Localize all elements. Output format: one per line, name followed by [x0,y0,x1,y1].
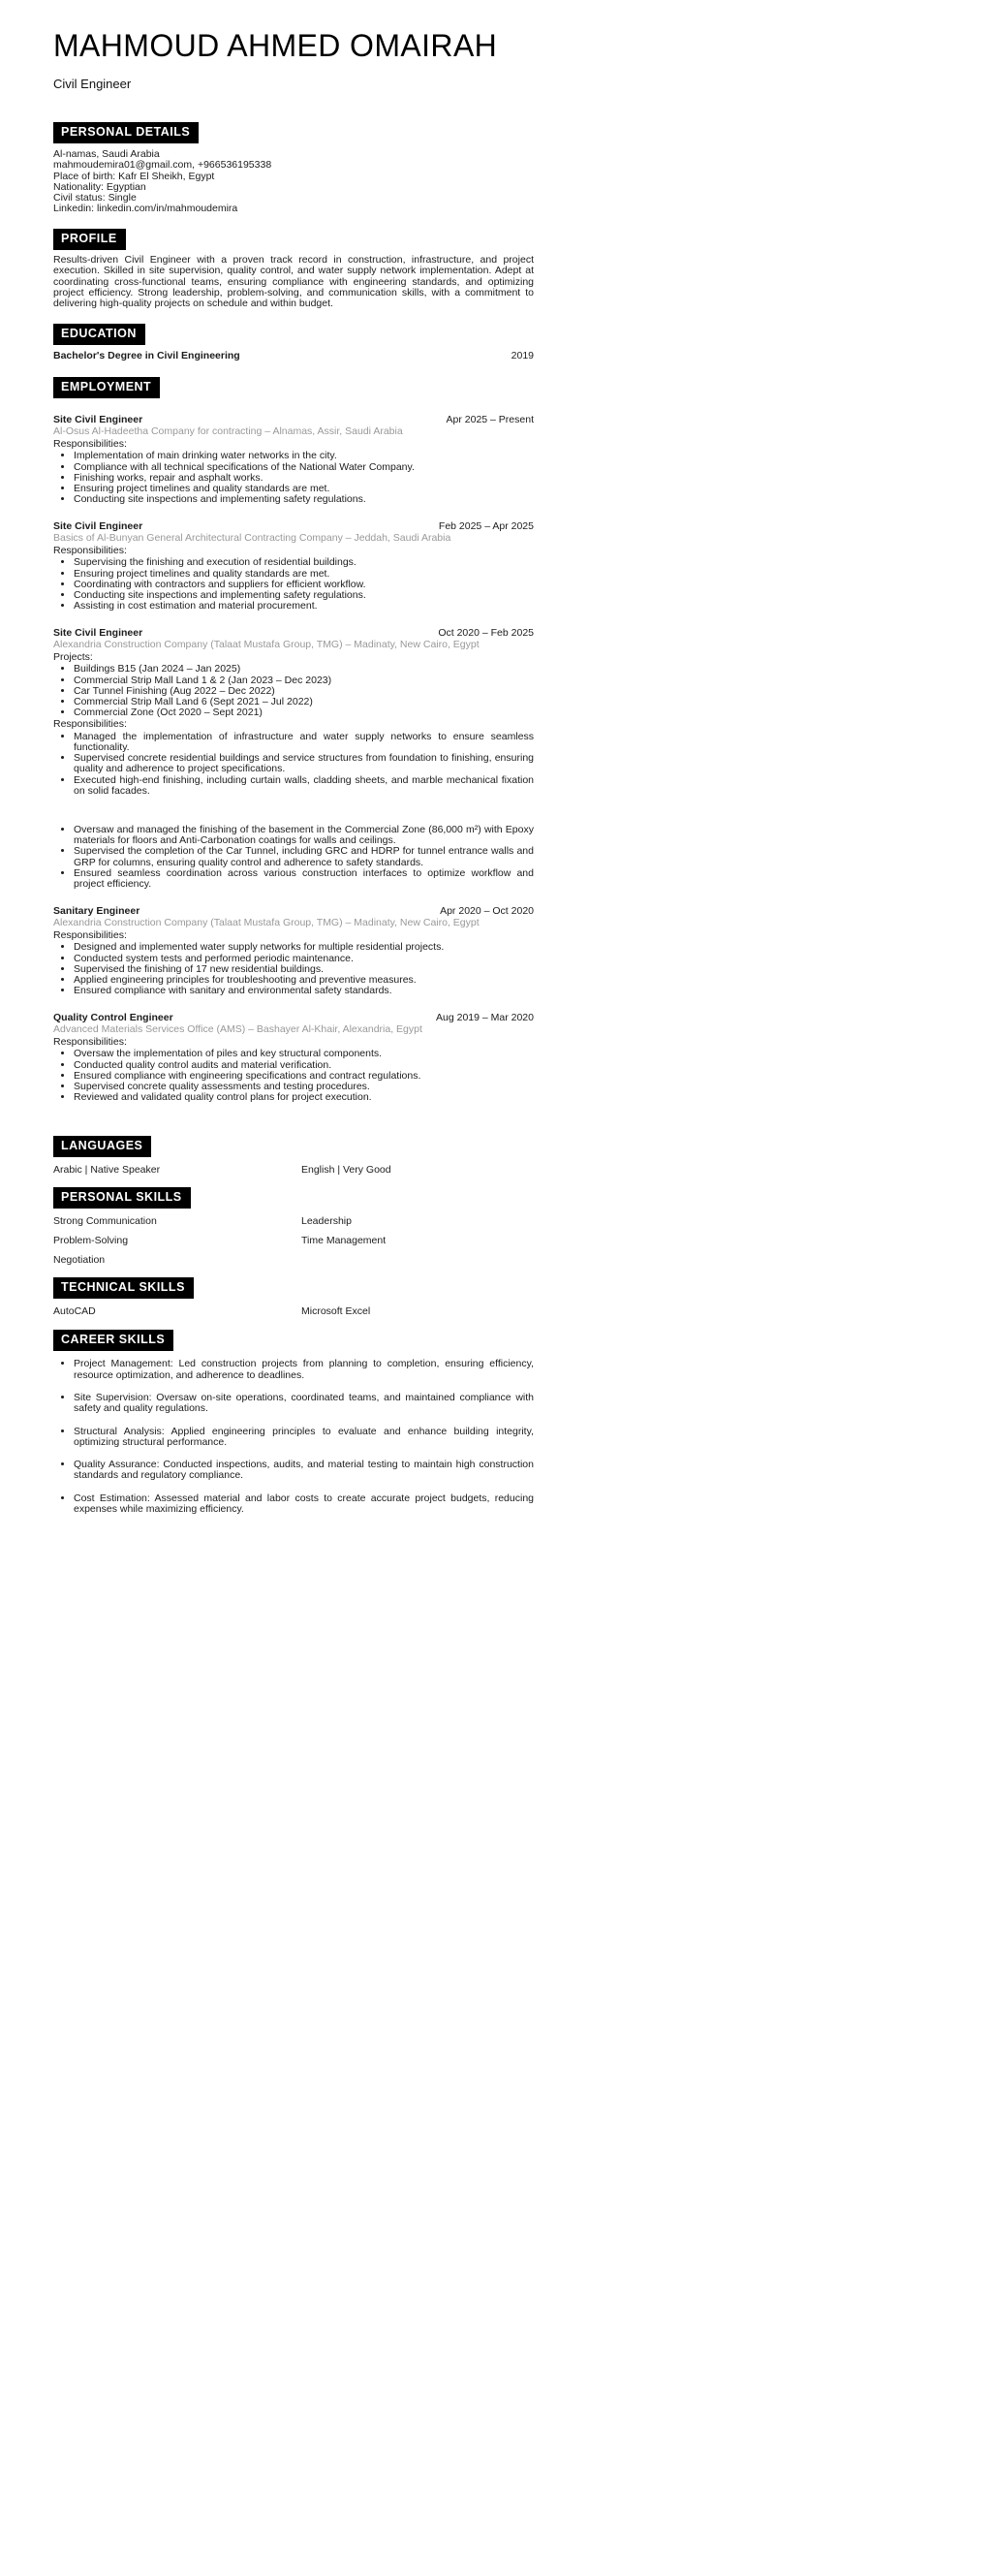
career-skills-list [53,1359,534,1515]
responsibility-item: • Ensured compliance with engineering specifications and contract regulations. [74,1071,534,1082]
job-dates: Aug 2019 – Mar 2020 [436,1012,534,1024]
languages-section [53,1136,534,1176]
technical-skills-list [53,1306,534,1317]
responsibility-item: • Implementation of main drinking water networks in the city. [74,451,534,461]
responsibilities-list [53,451,534,505]
personal-skill-item: Time Management [301,1235,387,1247]
job-dates: Feb 2025 – Apr 2025 [438,520,534,533]
project-item: • Commercial Strip Mall Land 1 & 2 (Jan 2023 – Dec 2023) [74,675,534,686]
job-entry [53,627,534,890]
personal-detail-line: mahmoudemira01@gmail.com, +966536195338 [53,159,272,172]
responsibility-item: • Conducted quality control audits and material verification. [74,1060,534,1071]
job-title: Site Civil Engineer [53,414,143,426]
project-item: • Commercial Strip Mall Land 6 (Sept 2021 – Jul 2022) [74,697,534,707]
technical-skill-item: Microsoft Excel [301,1305,371,1318]
personal-skill-item: Leadership [301,1215,352,1228]
candidate-job-title: Civil Engineer [53,77,132,91]
responsibility-item: • Supervised concrete residential buildings and service structures from foundation to finishing, ensuring quality and adherence to project specifications. [74,753,534,774]
responsibility-item: • Designed and implemented water supply networks for multiple residential projects. [74,942,534,953]
project-item: • Car Tunnel Finishing (Aug 2022 – Dec 2022) [74,686,534,697]
job-title: Sanitary Engineer [53,905,140,918]
job-entry [53,520,534,612]
job-entry [53,414,534,505]
career-skills-section [53,1330,534,1515]
projects-list [53,664,534,718]
technical-skill-item: AutoCAD [53,1305,96,1318]
career-skill-item: • Site Supervision: Oversaw on-site operations, coordinated teams, and maintained compliance with safety and quality regulations. [74,1393,534,1415]
job-entry [53,905,534,996]
responsibility-item: • Executed high-end finishing, including curtain walls, cladding sheets, and marble mechanical fixation on solid facades. [74,775,534,797]
responsibility-item: • Coordinating with contractors and suppliers for efficient workflow. [74,580,534,590]
education-section [53,324,534,362]
resume-content [53,0,534,1515]
job-entry [53,1012,534,1103]
job-title: Site Civil Engineer [53,627,143,640]
job-company: Basics of Al-Bunyan General Architectural Contracting Company – Jeddah, Saudi Arabia [53,532,451,545]
responsibility-item: • Supervising the finishing and execution of residential buildings. [74,557,534,568]
responsibilities-list [53,942,534,996]
responsibilities-label: Responsibilities: [53,544,127,556]
project-item: • Commercial Zone (Oct 2020 – Sept 2021) [74,707,534,718]
personal-details-list [53,149,534,215]
responsibility-item: • Supervised the completion of the Car Tunnel, including GRC and HDRP for tunnel entrance walls and GRP for columns, ensuring quality control and adherence to safety standards. [74,846,534,867]
personal-skills-list [53,1216,534,1266]
responsibility-item: • Reviewed and validated quality control plans for project execution. [74,1092,534,1103]
personal-details-heading: PERSONAL DETAILS [53,122,199,143]
responsibility-item: • Oversaw and managed the finishing of the basement in the Commercial Zone (86,000 m²) with Epoxy materials for floors and Anti-Carbonation coatings for walls and ceilings. [74,825,534,846]
technical-skills-heading: TECHNICAL SKILLS [53,1277,194,1299]
responsibility-item: • Supervised the finishing of 17 new residential buildings. [74,964,534,975]
responsibilities-list [53,557,534,612]
job-dates: Apr 2020 – Oct 2020 [440,905,534,918]
degree-title: Bachelor's Degree in Civil Engineering [53,349,240,361]
job-header [53,905,534,917]
personal-skills-heading: PERSONAL SKILLS [53,1187,191,1209]
employment-heading: EMPLOYMENT [53,377,160,398]
responsibilities-list [53,1049,534,1103]
responsibility-item: • Finishing works, repair and asphalt works. [74,473,534,484]
job-dates: Apr 2025 – Present [446,414,534,426]
responsibility-item: • Assisting in cost estimation and material procurement. [74,601,534,612]
responsibility-item: • Ensured compliance with sanitary and environmental safety standards. [74,986,534,996]
personal-detail-line: Place of birth: Kafr El Sheikh, Egypt [53,170,215,182]
job-header [53,1012,534,1023]
education-entry [53,351,534,362]
page-break-gap [53,797,534,824]
degree-year: 2019 [511,349,534,361]
responsibilities-label: Responsibilities: [53,1035,127,1048]
responsibility-item: • Ensuring project timelines and quality standards are met. [74,484,534,494]
job-header [53,520,534,532]
responsibilities-label: Responsibilities: [53,437,127,450]
responsibilities-list [53,732,534,797]
career-skill-item: • Structural Analysis: Applied engineering principles to evaluate and enhance building integrity, optimizing structural performance. [74,1427,534,1449]
responsibility-item: • Supervised concrete quality assessments and testing procedures. [74,1082,534,1092]
job-company: Alexandria Construction Company (Talaat Mustafa Group, TMG) – Madinaty, New Cairo, Egypt [53,917,480,929]
responsibility-item: • Ensuring project timelines and quality standards are met. [74,569,534,580]
responsibility-item: • Applied engineering principles for troubleshooting and preventive measures. [74,975,534,986]
language-item: Arabic | Native Speaker [53,1164,161,1177]
project-item: • Buildings B15 (Jan 2024 – Jan 2025) [74,664,534,675]
personal-detail-line: Civil status: Single [53,192,137,204]
job-dates: Oct 2020 – Feb 2025 [438,627,534,640]
profile-heading: PROFILE [53,229,126,250]
responsibility-item: • Compliance with all technical specifications of the National Water Company. [74,462,534,473]
career-skill-item: • Quality Assurance: Conducted inspections, audits, and material testing to maintain high construction standards and regulatory compliance. [74,1460,534,1482]
personal-skill-item: Negotiation [53,1254,106,1267]
personal-detail-line: Nationality: Egyptian [53,180,146,193]
profile-summary: Results-driven Civil Engineer with a proven track record in construction, infrastructure, and project execution. Skilled in site supervision, quality control, and water supply network implementation. Adept at coordinating cross-functional teams, ensuring compliance with engineering standards, and optimizing project efficiency. Strong leadership, problem-solving, and communication skills, with a commitment to delivering high-quality projects on schedule and within budget. [53,253,534,310]
job-header [53,414,534,425]
employment-section [53,377,534,1103]
responsibility-item: • Conducting site inspections and implementing safety regulations. [74,494,534,505]
responsibility-item: • Managed the implementation of infrastructure and water supply networks to ensure seamless functionality. [74,732,534,753]
job-header [53,627,534,639]
career-skills-heading: CAREER SKILLS [53,1330,173,1351]
personal-detail-line: Linkedin: linkedin.com/in/mahmoudemira [53,203,238,215]
personal-details-section [53,122,534,215]
languages-heading: LANGUAGES [53,1136,151,1157]
job-title: Quality Control Engineer [53,1012,173,1024]
responsibility-item: • Conducted system tests and performed periodic maintenance. [74,954,534,964]
language-item: English | Very Good [301,1164,391,1177]
personal-skill-item: Problem-Solving [53,1235,129,1247]
responsibility-item: • Ensured seamless coordination across various construction interfaces to optimize workflow and project efficiency. [74,868,534,890]
job-company: Advanced Materials Services Office (AMS) – Bashayer Al-Khair, Alexandria, Egypt [53,1023,422,1036]
personal-skill-item: Strong Communication [53,1215,157,1228]
personal-skills-section [53,1187,534,1266]
responsibilities-label: Responsibilities: [53,928,127,941]
candidate-name: MAHMOUD AHMED OMAIRAH [53,28,498,63]
responsibility-item: • Oversaw the implementation of piles and key structural components. [74,1049,534,1059]
career-skill-item: • Project Management: Led construction projects from planning to completion, ensuring efficiency, resource optimization, and adherence to deadlines. [74,1359,534,1381]
job-title: Site Civil Engineer [53,520,143,533]
personal-detail-line: Al-namas, Saudi Arabia [53,148,160,160]
responsibility-item: • Conducting site inspections and implementing safety regulations. [74,590,534,601]
profile-section [53,229,534,310]
responsibilities-list-continued [53,825,534,890]
responsibilities-label: Responsibilities: [53,718,127,731]
languages-list [53,1165,534,1176]
projects-label: Projects: [53,650,93,663]
job-company: Alexandria Construction Company (Talaat Mustafa Group, TMG) – Madinaty, New Cairo, Egypt [53,639,480,651]
job-company: Al-Osus Al-Hadeetha Company for contracting – Alnamas, Assir, Saudi Arabia [53,425,403,438]
career-skill-item: • Cost Estimation: Assessed material and labor costs to create accurate project budgets, reducing expenses while maximizing efficiency. [74,1493,534,1516]
education-heading: EDUCATION [53,324,145,345]
technical-skills-section [53,1277,534,1317]
